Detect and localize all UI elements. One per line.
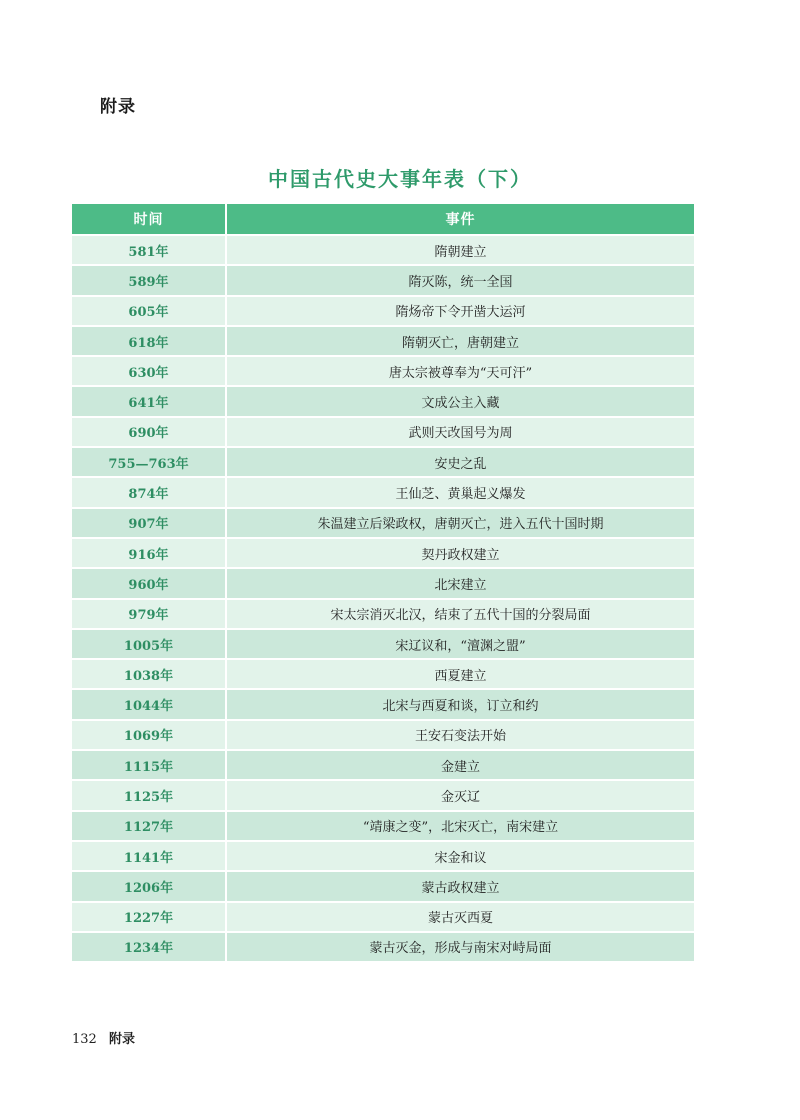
row-time-cell: 605年 <box>72 296 226 326</box>
table-row <box>72 568 694 598</box>
row-event-cell: 金建立 <box>226 750 694 780</box>
row-event-cell: 朱温建立后梁政权，唐朝灭亡，进入五代十国时期 <box>226 508 694 538</box>
row-time-cell: 874年 <box>72 477 226 507</box>
row-time-cell: 1069年 <box>72 720 226 750</box>
table-row <box>72 871 694 901</box>
table-row <box>72 538 694 568</box>
row-event-cell: 宋金和议 <box>226 841 694 871</box>
table-row <box>72 720 694 750</box>
row-event-cell: 隋炀帝下令开凿大运河 <box>226 296 694 326</box>
table-row <box>72 386 694 416</box>
table-row <box>72 235 694 265</box>
section-heading: 附录 <box>100 97 136 117</box>
page-footer <box>72 1028 135 1047</box>
row-event-cell: “靖康之变”，北宋灭亡，南宋建立 <box>226 811 694 841</box>
table-header-row <box>72 204 694 235</box>
row-time-cell: 1227年 <box>72 902 226 932</box>
row-time-cell: 641年 <box>72 386 226 416</box>
column-header-time: 时间 <box>72 204 226 235</box>
row-time-cell: 589年 <box>72 265 226 295</box>
table-row <box>72 356 694 386</box>
row-time-cell: 979年 <box>72 599 226 629</box>
table-row <box>72 780 694 810</box>
row-event-cell: 北宋建立 <box>226 568 694 598</box>
table-row <box>72 326 694 356</box>
row-event-cell: 蒙古政权建立 <box>226 871 694 901</box>
row-event-cell: 王仙芝、黄巢起义爆发 <box>226 477 694 507</box>
chronology-table-container <box>72 204 694 961</box>
row-time-cell: 1141年 <box>72 841 226 871</box>
table-row <box>72 508 694 538</box>
table-row <box>72 447 694 477</box>
row-event-cell: 文成公主入藏 <box>226 386 694 416</box>
row-time-cell: 630年 <box>72 356 226 386</box>
chronology-table <box>72 204 694 961</box>
table-row <box>72 841 694 871</box>
table-row <box>72 750 694 780</box>
column-header-event: 事件 <box>226 204 694 235</box>
row-event-cell: 唐太宗被尊奉为“天可汗” <box>226 356 694 386</box>
table-row <box>72 265 694 295</box>
table-row <box>72 296 694 326</box>
row-event-cell: 王安石变法开始 <box>226 720 694 750</box>
table-row <box>72 417 694 447</box>
table-row <box>72 689 694 719</box>
page-number: 132 <box>72 1032 97 1047</box>
table-header <box>72 204 694 235</box>
footer-label: 附录 <box>108 1032 135 1047</box>
table-row <box>72 629 694 659</box>
row-time-cell: 907年 <box>72 508 226 538</box>
row-time-cell: 1005年 <box>72 629 226 659</box>
table-row <box>72 811 694 841</box>
row-time-cell: 618年 <box>72 326 226 356</box>
row-time-cell: 1127年 <box>72 811 226 841</box>
row-time-cell: 1044年 <box>72 689 226 719</box>
row-time-cell: 960年 <box>72 568 226 598</box>
table-row <box>72 477 694 507</box>
row-event-cell: 北宋与西夏和谈，订立和约 <box>226 689 694 719</box>
row-time-cell: 690年 <box>72 417 226 447</box>
row-event-cell: 契丹政权建立 <box>226 538 694 568</box>
table-row <box>72 659 694 689</box>
row-time-cell: 916年 <box>72 538 226 568</box>
table-title: 中国古代史大事年表（下） <box>268 167 532 191</box>
row-event-cell: 宋太宗消灭北汉，结束了五代十国的分裂局面 <box>226 599 694 629</box>
row-event-cell: 宋辽议和，“澶渊之盟” <box>226 629 694 659</box>
row-event-cell: 西夏建立 <box>226 659 694 689</box>
table-row <box>72 932 694 961</box>
row-event-cell: 蒙古灭西夏 <box>226 902 694 932</box>
row-time-cell: 1038年 <box>72 659 226 689</box>
row-time-cell: 1125年 <box>72 780 226 810</box>
row-time-cell: 755—763年 <box>72 447 226 477</box>
row-event-cell: 武则天改国号为周 <box>226 417 694 447</box>
row-time-cell: 1115年 <box>72 750 226 780</box>
row-event-cell: 隋灭陈，统一全国 <box>226 265 694 295</box>
row-time-cell: 581年 <box>72 235 226 265</box>
row-event-cell: 蒙古灭金，形成与南宋对峙局面 <box>226 932 694 961</box>
row-event-cell: 隋朝灭亡，唐朝建立 <box>226 326 694 356</box>
row-event-cell: 金灭辽 <box>226 780 694 810</box>
table-body <box>72 235 694 961</box>
table-row <box>72 902 694 932</box>
row-time-cell: 1206年 <box>72 871 226 901</box>
row-event-cell: 隋朝建立 <box>226 235 694 265</box>
row-time-cell: 1234年 <box>72 932 226 961</box>
table-row <box>72 599 694 629</box>
row-event-cell: 安史之乱 <box>226 447 694 477</box>
